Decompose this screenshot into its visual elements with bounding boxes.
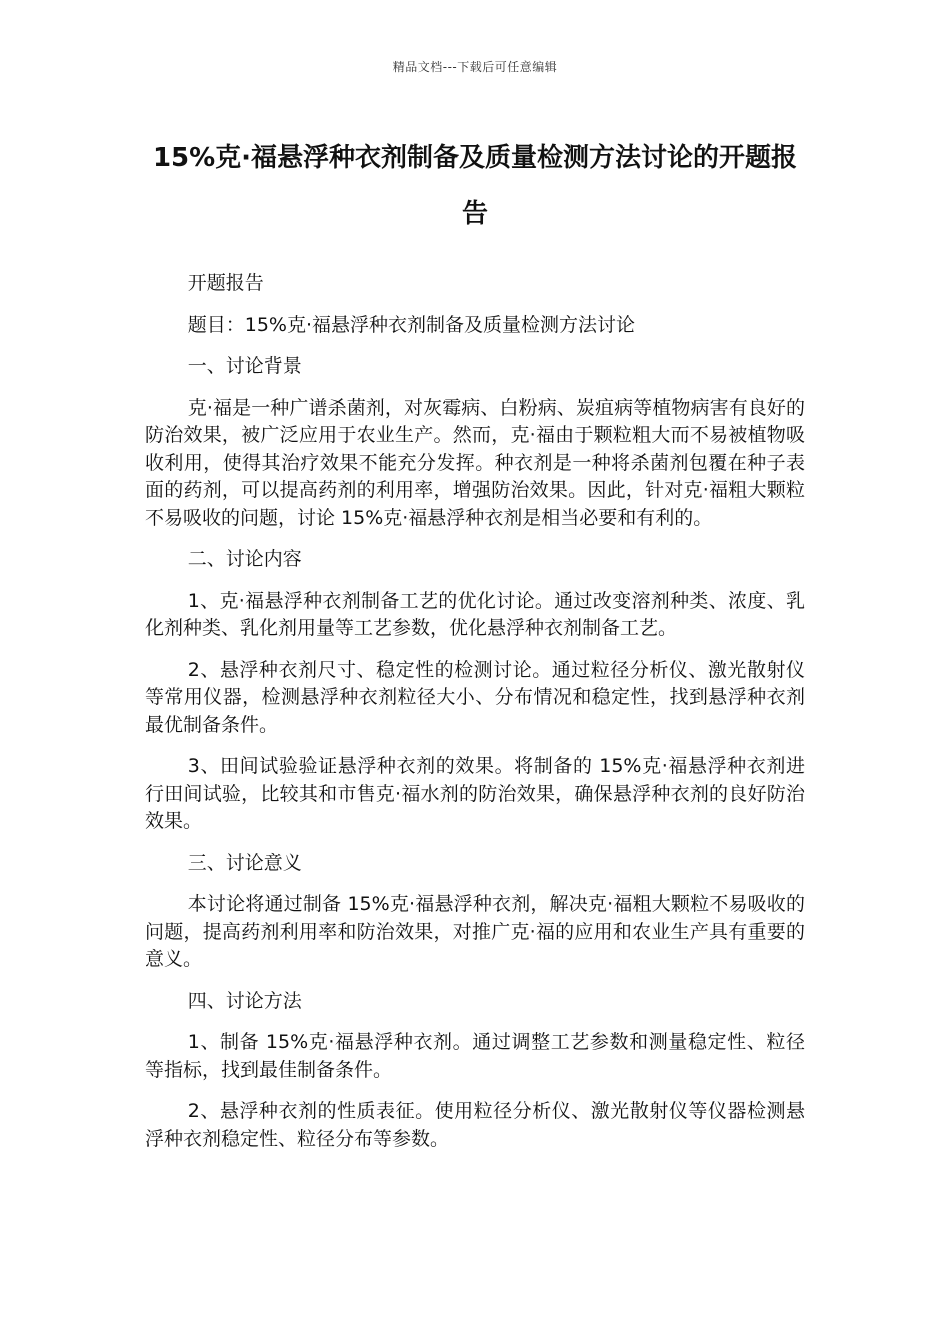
paragraph-report-label: 开题报告 bbox=[187, 272, 264, 294]
page-header: 精品文档---下载后可任意编辑 bbox=[392, 60, 558, 74]
section-heading-significance: 三、讨论意义 bbox=[187, 851, 302, 874]
section-heading-methods: 四、讨论方法 bbox=[187, 989, 302, 1012]
paragraph-method-1: 1、制备 15%克·福悬浮种衣剂。通过调整工艺参数和测量稳定性、粒径等指标，找到最佳制备条件。 bbox=[145, 1031, 805, 1081]
paragraph-content-1: 1、克·福悬浮种衣剂制备工艺的优化讨论。通过改变溶剂种类、浓度、乳化剂种类、乳化剂用量等工艺参数，优化悬浮种衣剂制备工艺。 bbox=[145, 589, 805, 639]
section-heading-background: 一、讨论背景 bbox=[187, 355, 302, 377]
paragraph-method-2: 2、悬浮种衣剂的性质表征。使用粒径分析仪、激光散射仪等仪器检测悬浮种衣剂稳定性、粒径分布等参数。 bbox=[145, 1100, 805, 1150]
section-heading-content: 二、讨论内容 bbox=[187, 548, 302, 570]
paragraph-content-3: 3、田间试验验证悬浮种衣剂的效果。将制备的 15%克·福悬浮种衣剂进行田间试验，比较其和市售克·福水剂的防治效果，确保悬浮种衣剂的良好防治效果。 bbox=[145, 755, 805, 832]
document-title: 15%克·福悬浮种衣剂制备及质量检测方法讨论的开题报告 bbox=[152, 143, 798, 229]
paragraph-significance: 本讨论将通过制备 15%克·福悬浮种衣剂，解决克·福粗大颗粒不易吸收的问题，提高药剂利用率和防治效果，对推广克·福的应用和农业生产具有重要的意义。 bbox=[145, 893, 805, 970]
document-body bbox=[145, 270, 805, 1167]
paragraph-content-2: 2、悬浮种衣剂尺寸、稳定性的检测讨论。通过粒径分析仪、激光散射仪等常用仪器，检测悬浮种衣剂粒径大小、分布情况和稳定性，找到悬浮种衣剂最优制备条件。 bbox=[145, 658, 805, 736]
paragraph-background: 克·福是一种广谱杀菌剂，对灰霉病、白粉病、炭疽病等植物病害有良好的防治效果，被广泛应用于农业生产。然而，克·福由于颗粒粗大而不易被植物吸收利用，使得其治疗效果不能充分发挥。种衣剂是一种将杀菌剂包覆在种子表面的药剂，可以提高药剂的利用率，增强防治效果。因此，针对克·福粗大颗粒不易吸收的问题，讨论 15%克·福悬浮种衣剂是相当必要和有利的。 bbox=[145, 396, 805, 529]
paragraph-topic: 题目：15%克·福悬浮种衣剂制备及质量检测方法讨论 bbox=[187, 313, 636, 336]
